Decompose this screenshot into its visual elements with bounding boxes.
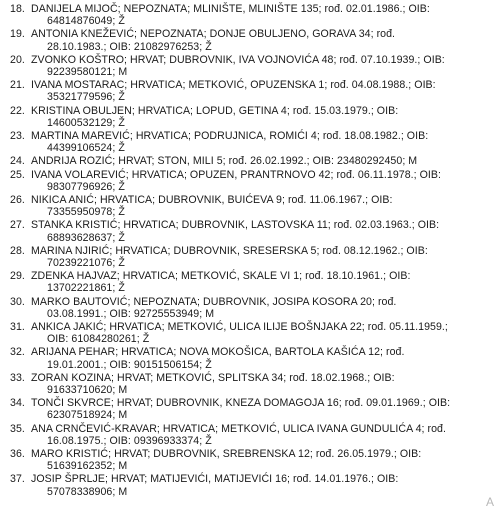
entry-line-1: IVANA MOSTARAC; HRVATICA; METKOVIĆ, OPUZENSKA 1; rođ. 04.08.1988.; OIB: [31, 79, 436, 92]
entry-line-2: 64814876049; Ž [47, 15, 125, 28]
entry-line-1: ZDENKA HAJVAZ; HRVATICA; METKOVIĆ, SKALE VI 1; rođ. 18.10.1961.; OIB: [31, 270, 411, 283]
entry-number: 20. [10, 53, 25, 66]
entry-line-1: ZORAN KOZINA; HRVAT; METKOVIĆ, SPLITSKA 34; rođ. 18.02.1968.; OIB: [31, 371, 395, 384]
entry-line-2: 70239221076; Ž [47, 257, 125, 269]
entry-line-1: ZVONKO KOŠTRO; HRVAT; DUBROVNIK, IVA VOJNOVIĆA 48; rođ. 07.10.1939.; OIB: [31, 53, 445, 66]
entry-line-2: 14600532129; Ž [47, 116, 125, 129]
entry-line-2: 98307796926; Ž [47, 180, 125, 193]
entry-number: 35. [10, 422, 25, 435]
entry-line-1: KRISTINA OBULJEN; HRVATICA; LOPUD, GETINA 4; rođ. 15.03.1979.; OIB: [31, 104, 399, 117]
entry-line-1: JOSIP ŠPRLJE; HRVAT; MATIJEVIĆI, MATIJEVIĆI 16; rođ. 14.01.1976.; OIB: [31, 473, 399, 486]
entry-line-1: ANKICA JAKIĆ; HRVATICA; METKOVIĆ, ULICA ILIJE BOŠNJAKA 22; rođ. 05.11.1959.; [31, 321, 448, 333]
entry-line-2: 16.08.1975.; OIB: 09396933374; Ž [47, 434, 212, 447]
entry-line-1: ARIJANA PEHAR; HRVATICA; NOVA MOKOŠICA, BARTOLA KAŠIĆA 12; rođ. [31, 346, 405, 359]
entry-number: 28. [10, 244, 25, 257]
entry-line-1: MARKO BAUTOVIĆ; NEPOZNATA; DUBROVNIK, JOSIPA KOSORA 20; rođ. [31, 295, 397, 308]
entry-line-1: TONČI SKVRCE; HRVAT; DUBROVNIK, KNEZA DOMAGOJA 16; rođ. 09.01.1969.; OIB: [31, 397, 451, 410]
entry-line-1: MARTINA MAREVIĆ; HRVATICA; PODRUJNICA, ROMIĆI 4; rođ. 18.08.1982.; OIB: [31, 130, 429, 142]
entry-line-2: 35321779596; Ž [47, 91, 125, 104]
entry-number: 30. [10, 295, 25, 308]
entry-number: 32. [10, 346, 25, 359]
entry-number: 24. [10, 155, 25, 168]
entry-line-2: 13702221861; Ž [47, 282, 125, 295]
entry-line-2: 62307518924; M [47, 409, 128, 422]
entry-number: 26. [10, 194, 25, 206]
entry-line-2: 57078338906; M [47, 485, 128, 498]
entry-line-1: STANKA KRISTIĆ; HRVATICA; DUBROVNIK, LASTOVSKA 11; rođ. 02.03.1963.; OIB: [31, 219, 440, 232]
entry-number: 33. [10, 371, 25, 384]
entry-number: 23. [10, 130, 25, 142]
entry-line-1: NIKICA ANIĆ; HRVATICA; DUBROVNIK, BUIĆEVA 9; rođ. 11.06.1967.; OIB: [31, 194, 393, 206]
entry-number: 27. [10, 219, 25, 232]
entry-number: 31. [10, 321, 25, 333]
page-edge-mark: A [485, 495, 494, 509]
entry-number: 18. [10, 3, 25, 15]
entry-line-2: 68893628637; Ž [47, 231, 125, 244]
entry-number: 25. [10, 168, 25, 181]
entry-number: 22. [10, 104, 25, 117]
entry-line-2: 51639162352; M [47, 460, 128, 473]
entry-line-1: MARO KRISTIĆ; HRVAT; DUBROVNIK, SREBRENSKA 12; rođ. 26.05.1979.; OIB: [31, 448, 422, 460]
entry-line-2: 91633710620; M [47, 384, 128, 396]
entry-number: 21. [10, 79, 25, 92]
entry-line-2: 03.08.1991.; OIB: 92725553949; M [47, 307, 215, 320]
entry-line-2: 19.01.2001.; OIB: 90151506154; Ž [47, 358, 212, 371]
entry-line-1: ANDRIJA ROZIĆ; HRVAT; STON, MILI 5; rođ. 26.02.1992.; OIB: 23480292450; M [31, 155, 418, 168]
entry-line-2: OIB: 61084280261; Ž [47, 333, 150, 346]
entry-number: 34. [10, 397, 25, 410]
entry-line-1: MARINA NJIRIĆ; HRVATICA; DUBROVNIK, SRESERSKA 5; rođ. 08.12.1962.; OIB: [31, 244, 428, 257]
entry-number: 19. [10, 28, 25, 41]
entry-line-1: ANA CRNČEVIĆ-KRAVAR; HRVATICA; METKOVIĆ, ULICA IVANA GUNDULIĆA 4; rođ. [31, 422, 446, 435]
entry-line-2: 44399106524; Ž [47, 142, 125, 155]
entry-number: 29. [10, 270, 25, 283]
entry-line-2: 28.10.1983.; OIB: 21082976253; Ž [47, 40, 212, 53]
entry-line-1: DANIJELA MIJOČ; NEPOZNATA; MLINIŠTE, MLINIŠTE 135; rođ. 02.01.1986.; OIB: [31, 3, 430, 15]
entry-line-1: IVANA VOLAREVIĆ; HRVATICA; OPUZEN, PRANTRNOVO 42; rođ. 06.11.1978.; OIB: [31, 168, 442, 181]
entry-number: 37. [10, 473, 25, 486]
entry-line-2: 73355950978; Ž [47, 206, 125, 219]
entry-line-2: 92239580121; M [47, 66, 128, 78]
entry-line-1: ANTONIA KNEŽEVIĆ; NEPOZNATA; DONJE OBULJENO, GORAVA 34; rođ. [31, 28, 396, 41]
entry-number: 36. [10, 448, 25, 460]
